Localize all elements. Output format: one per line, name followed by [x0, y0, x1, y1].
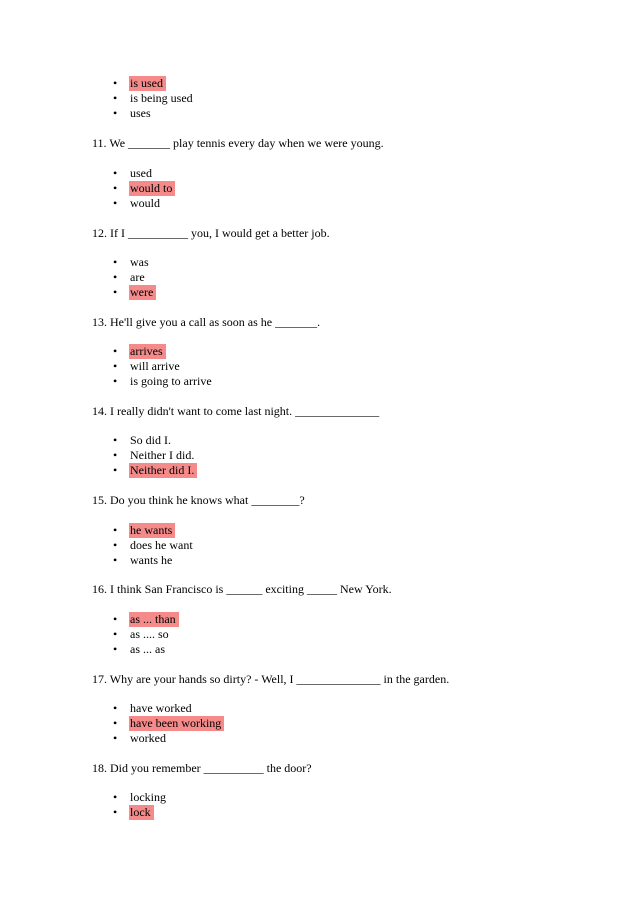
option-text: So did I. — [130, 433, 172, 447]
question-16: 16. I think San Francisco is ______ exciting _____ New York. — [92, 582, 392, 596]
option-text: would — [130, 196, 160, 210]
question-14: 14. I really didn't want to come last night. ______________ — [92, 404, 380, 418]
option-text: worked — [130, 731, 166, 745]
bullet: • — [113, 448, 118, 462]
bullet: • — [113, 433, 118, 447]
bullet: • — [113, 181, 118, 195]
question-11: 11. We _______ play tennis every day when we were young. — [92, 136, 384, 150]
option-text: does he want — [130, 538, 193, 552]
bullet: • — [113, 255, 118, 269]
bullet: • — [113, 538, 118, 552]
bullet: • — [113, 374, 118, 388]
bullet: • — [113, 91, 118, 105]
option-text-highlighted: arrives — [129, 344, 166, 359]
option-text-highlighted: he wants — [129, 523, 175, 538]
question-13: 13. He'll give you a call as soon as he _______. — [92, 315, 321, 329]
bullet: • — [113, 642, 118, 656]
option-text: wants he — [130, 553, 173, 567]
option-text-highlighted: would to — [129, 181, 175, 196]
option-text: are — [130, 270, 145, 284]
bullet: • — [113, 76, 118, 90]
bullet: • — [113, 359, 118, 373]
question-17: 17. Why are your hands so dirty? - Well, I ______________ in the garden. — [92, 672, 450, 686]
option-text: is being used — [130, 91, 193, 105]
bullet: • — [113, 463, 118, 477]
option-text-highlighted: Neither did I. — [129, 463, 197, 478]
bullet: • — [113, 523, 118, 537]
option-text: will arrive — [130, 359, 180, 373]
option-text: as .... so — [130, 627, 169, 641]
option-text: as ... as — [130, 642, 165, 656]
option-text: used — [130, 166, 152, 180]
option-text: is going to arrive — [130, 374, 212, 388]
option-text: have worked — [130, 701, 192, 715]
option-text-highlighted: is used — [129, 76, 166, 91]
option-text-highlighted: were — [129, 285, 156, 300]
bullet: • — [113, 553, 118, 567]
option-text-highlighted: have been working — [129, 716, 224, 731]
bullet: • — [113, 612, 118, 626]
option-text-highlighted: lock — [129, 805, 154, 820]
option-text-highlighted: as ... than — [129, 612, 179, 627]
bullet: • — [113, 731, 118, 745]
question-18: 18. Did you remember __________ the door? — [92, 761, 312, 775]
bullet: • — [113, 196, 118, 210]
option-text: locking — [130, 790, 166, 804]
bullet: • — [113, 270, 118, 284]
bullet: • — [113, 627, 118, 641]
option-text: was — [130, 255, 149, 269]
question-12: 12. If I __________ you, I would get a better job. — [92, 226, 330, 240]
bullet: • — [113, 344, 118, 358]
bullet: • — [113, 701, 118, 715]
bullet: • — [113, 716, 118, 730]
bullet: • — [113, 106, 118, 120]
question-15: 15. Do you think he knows what ________? — [92, 493, 305, 507]
bullet: • — [113, 285, 118, 299]
option-text: Neither I did. — [130, 448, 195, 462]
bullet: • — [113, 805, 118, 819]
bullet: • — [113, 166, 118, 180]
option-text: uses — [130, 106, 151, 120]
bullet: • — [113, 790, 118, 804]
